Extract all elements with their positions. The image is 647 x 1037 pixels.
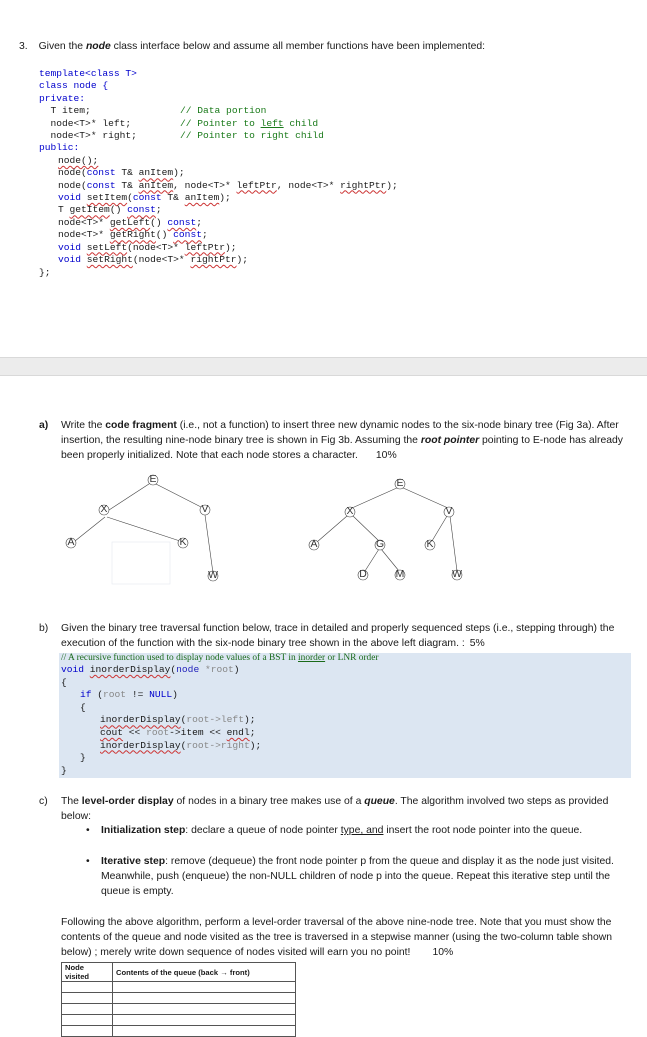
code-set-left: void setLeft(node<T>* leftPtr);	[58, 241, 237, 253]
table-row[interactable]	[62, 1004, 296, 1015]
question-number: 3.	[19, 41, 28, 52]
bullet-initialization: Initialization step: declare a queue of node pointer type, and insert the root node pointer into the queue.	[101, 825, 583, 836]
part-c-label: c)	[39, 796, 48, 807]
tree-a-blank-box	[112, 542, 170, 584]
part-a-text: Write the code fragment (i.e., not a function) to insert three new dynamic nodes to the six-node binary tree (Fig 3a). After insertion, the resulting nine-node binary tree is shown in Fig 3b. Assuming the root pointer pointing to E-node has already been properly initialized. Note that each node stores a character. 10%	[61, 420, 623, 461]
code-set-item: void setItem(const T& anItem);	[58, 192, 231, 204]
code-class-line: class node {	[39, 80, 109, 92]
tree-b-label-M: M	[395, 569, 405, 580]
table-cell[interactable]	[113, 982, 296, 993]
traversal-comment: // A recursive function used to display node values of a BST in inorder or LNR order	[61, 653, 379, 663]
part-b-label: b)	[39, 623, 49, 634]
table-cell[interactable]	[113, 1026, 296, 1037]
queue-table-header	[62, 963, 296, 982]
tree-b-label-W: W	[452, 569, 462, 580]
table-row[interactable]	[62, 982, 296, 993]
code-get-item: T getItem() const;	[58, 204, 162, 216]
tree-b-label-E: E	[396, 478, 404, 489]
traversal-inner-close: }	[80, 752, 86, 764]
part-c-text: The level-order display of nodes in a binary tree makes use of a queue. The algorithm involved two steps as provided below:	[61, 796, 609, 822]
code-private-label: private:	[39, 92, 86, 104]
code-ctor-default: node();	[58, 154, 99, 166]
tree-a-label-X: X	[100, 504, 108, 515]
code-set-right: void setRight(node<T>* rightPtr);	[58, 254, 249, 266]
tree-b-label-A: A	[310, 539, 318, 550]
part-c-followup: Following the above algorithm, perform a level-order traversal of the above nine-node tree. Note that you must show the contents of the queue and node visited as the tree is traversed in a stepwise manner (using the two-column table shown below) ; merely write down sequence of nodes visited will earn you no point! 10%	[61, 917, 613, 958]
traversal-call-right: inorderDisplay(root->right);	[100, 739, 262, 751]
bullet-iterative: Iterative step: remove (dequeue) the front node pointer p from the queue and display it as the node just visited. Meanwhile, push (enqueue) the non-NULL children of node p into the queue. Repeat this iterative step until the queue is empty.	[101, 856, 614, 897]
part-b-weight: 5%	[469, 638, 485, 649]
traversal-brace-close: }	[61, 764, 67, 776]
code-get-right: node<T>* getRight() const;	[58, 229, 208, 241]
code-template-line: template<class T>	[39, 68, 137, 79]
code-class-close: };	[39, 266, 51, 278]
question-header	[19, 39, 639, 54]
code-ctor-full: node(const T& anItem, node<T>* leftPtr, node<T>* rightPtr);	[58, 179, 398, 191]
tree-b-label-G: G	[375, 539, 385, 550]
code-member-item: T item; // Data portion	[39, 105, 267, 117]
part-c-weight: 10%	[432, 947, 454, 958]
tree-a-label-A: A	[67, 537, 75, 548]
code-get-left: node<T>* getLeft() const;	[58, 216, 202, 228]
traversal-cout: cout << root->item << endl;	[100, 726, 256, 738]
code-member-right: node<T>* right; // Pointer to right child	[39, 130, 324, 142]
tree-b	[317, 487, 457, 571]
table-row[interactable]	[62, 993, 296, 1004]
table-cell[interactable]	[113, 1004, 296, 1015]
tree-a-label-K: K	[179, 537, 187, 548]
code-public-label: public:	[39, 142, 80, 154]
tree-b-label-V: V	[445, 506, 453, 517]
traversal-call-left: inorderDisplay(root->left);	[100, 714, 256, 726]
code-ctor-item: node(const T& anItem);	[58, 167, 185, 179]
bullet-dot-2: •	[86, 856, 90, 867]
table-cell[interactable]	[62, 1004, 113, 1015]
page-break	[0, 357, 647, 376]
tree-b-label-K: K	[426, 539, 434, 550]
question-intro: Given the node class interface below and assume all member functions have been implemented:	[38, 41, 486, 52]
table-cell[interactable]	[62, 1026, 113, 1037]
traversal-inner-open: {	[80, 701, 86, 713]
queue-table	[61, 962, 296, 1037]
tree-a-label-V: V	[201, 504, 209, 515]
table-cell[interactable]	[62, 993, 113, 1004]
col-node-visited: Node visited	[62, 963, 113, 982]
traversal-if-line: if (root != NULL)	[80, 689, 178, 701]
tree-a-label-W: W	[208, 570, 218, 581]
tree-b-label-D: D	[359, 569, 367, 580]
tree-a-label-E: E	[149, 474, 157, 485]
part-a-label: a)	[39, 420, 49, 431]
table-cell[interactable]	[113, 993, 296, 1004]
tree-diagrams	[0, 470, 647, 590]
traversal-signature: void inorderDisplay(node *root)	[61, 664, 240, 675]
bullet-dot-1: •	[86, 825, 90, 836]
part-b-text: Given the binary tree traversal function below, trace in detailed and properly sequenced steps (i.e., stepping through) the execution of the function with the six-node binary tree shown in the above left diagram. : 5%	[61, 623, 615, 649]
col-queue-contents: Contents of the queue (back → front)	[113, 963, 296, 982]
traversal-code-block	[61, 664, 261, 777]
part-a-weight: 10%	[375, 450, 397, 461]
code-member-left: node<T>* left; // Pointer to left child	[39, 117, 319, 129]
tree-b-label-X: X	[346, 506, 354, 517]
class-code-block	[39, 68, 398, 279]
table-row[interactable]	[62, 1026, 296, 1037]
table-cell[interactable]	[62, 982, 113, 993]
traversal-brace-open: {	[61, 676, 67, 688]
